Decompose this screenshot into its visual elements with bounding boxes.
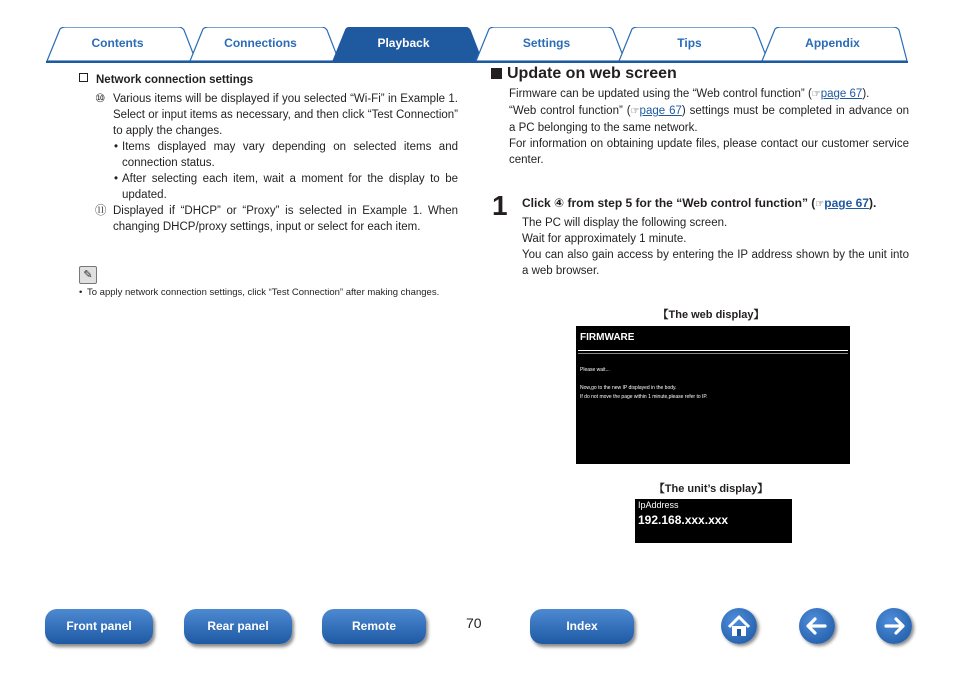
tab-bar [46, 27, 908, 62]
home-glyph [721, 608, 757, 644]
tab-contents[interactable]: Contents [91, 36, 144, 50]
step-1 [522, 194, 909, 279]
web-text: Please wait... [580, 367, 610, 373]
note [79, 285, 458, 300]
page-link[interactable]: page 67 [639, 105, 682, 117]
rear-panel-button[interactable]: Rear panel [184, 609, 292, 644]
hand-pointer-icon: ☞ [815, 199, 825, 210]
item-text: Displayed if “DHCP” or “Proxy” is selected in Example 1. When changing DHCP/proxy settings, input or select for each item. [113, 205, 458, 233]
item-11 [79, 203, 458, 235]
tab-playback[interactable]: Playback [377, 36, 430, 50]
bullet-item: • Items displayed may vary depending on selected items and connection status. [79, 139, 458, 171]
home-icon[interactable] [721, 608, 757, 644]
item-text: Various items will be displayed if you selected “Wi-Fi” in Example 1. Select or input items as necessary, and then click “Test Connection” to apply the changes. [113, 93, 458, 137]
update-section [491, 66, 909, 168]
ip-address: 192.168.xxx.xxx [638, 513, 729, 527]
tab-underline [46, 61, 908, 63]
tab-appendix[interactable]: Appendix [805, 36, 860, 50]
remote-button[interactable]: Remote [322, 609, 426, 644]
web-text: If do not move the page within 1 minute,please refer to IP. [580, 394, 708, 400]
step-title: Click ④ from step 5 for the “Web control function” (☞page 67). [522, 196, 877, 210]
item-10 [79, 91, 458, 139]
step-number: 1 [492, 190, 508, 221]
tab-settings[interactable]: Settings [522, 36, 571, 50]
forward-glyph [876, 608, 912, 644]
item-number: ⑪ [95, 205, 107, 217]
paragraph: “Web control function” (☞page 67) settings must be completed in advance on a PC belonging to the same network. [509, 105, 909, 134]
section-heading: Update on web screen [491, 66, 909, 82]
item-number: ⑩ [95, 93, 106, 105]
back-glyph [799, 608, 835, 644]
paragraph: For information on obtaining update files, please contact our customer service center. [509, 138, 909, 166]
paragraph: Firmware can be updated using the “Web control function” (☞page 67). [509, 88, 870, 100]
tab-connections[interactable]: Connections [224, 36, 297, 50]
front-panel-button[interactable]: Front panel [45, 609, 153, 644]
step-body: The PC will display the following screen. Wait for approximately 1 minute. You can also gain access by entering the IP address shown by the unit into a web browser. [522, 217, 909, 277]
web-display-screenshot [576, 326, 850, 464]
hand-pointer-icon: ☞ [630, 106, 640, 117]
tab-tips[interactable]: Tips [677, 36, 702, 50]
divider [578, 353, 848, 354]
unit-label: IpAddress [638, 500, 679, 510]
divider [578, 350, 848, 351]
note-text: • To apply network connection settings, click “Test Connection” after making changes. [79, 285, 458, 300]
section-title: Network connection settings [79, 72, 458, 88]
unit-display-screenshot [635, 499, 792, 543]
web-title: FIRMWARE [580, 332, 635, 343]
web-text: Now,go to the new IP displayed in the body. [580, 385, 677, 391]
checkbox-icon [79, 73, 88, 82]
pencil-icon: ✎ [79, 266, 97, 284]
square-bullet-icon [491, 68, 502, 79]
hand-pointer-icon: ☞ [811, 89, 821, 100]
page-link[interactable]: page 67 [824, 196, 869, 210]
bullet-item: • After selecting each item, wait a moment for the display to be updated. [79, 171, 458, 203]
index-button[interactable]: Index [530, 609, 634, 644]
page-number: 70 [466, 615, 482, 631]
arrow-right-icon[interactable] [876, 608, 912, 644]
network-settings-section [79, 72, 458, 235]
arrow-left-icon[interactable] [799, 608, 835, 644]
caption-unit-display: 【The unit’s display】 [653, 483, 769, 495]
caption-web-display: 【The web display】 [657, 309, 765, 321]
page-link[interactable]: page 67 [820, 88, 863, 100]
